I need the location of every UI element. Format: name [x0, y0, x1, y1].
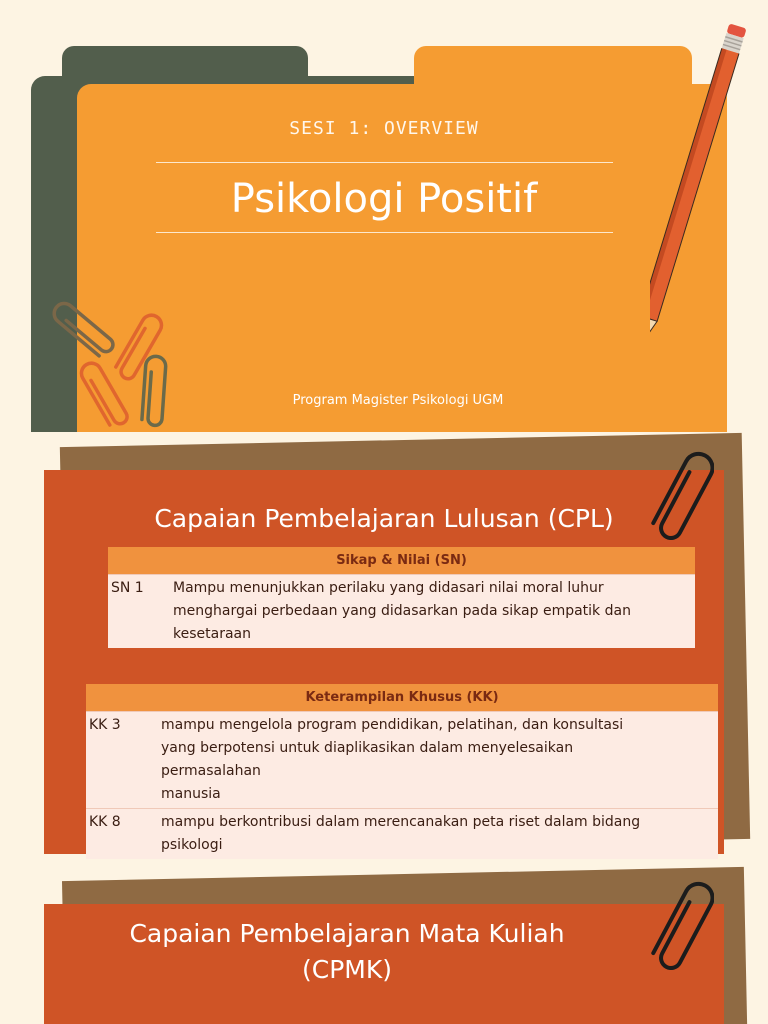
description-line: menghargai perbedaan yang didasarkan pada sikap empatik dan [173, 603, 631, 619]
session-label: SESI 1: OVERVIEW [289, 118, 479, 139]
slide-title: Psikologi Positif [230, 176, 538, 222]
row-code: KK 3 [86, 712, 158, 809]
description-line: kesetaraan [173, 626, 251, 642]
description-line: permasalahan [161, 763, 261, 779]
description-line: psikologi [161, 837, 223, 853]
paperclip-icon [640, 442, 714, 540]
description-line: Mampu menunjukkan perilaku yang didasari nilai moral luhur [173, 580, 604, 596]
cpmk-title-line: Capaian Pembelajaran Mata Kuliah [129, 919, 565, 948]
table-row [86, 809, 718, 860]
sn-table-header: Sikap & Nilai (SN) [108, 547, 695, 575]
paperclip-icon [28, 298, 178, 432]
paperclip-icon [640, 872, 714, 970]
cpmk-title [62, 916, 632, 988]
table-row [108, 575, 695, 649]
divider-bottom [156, 232, 613, 233]
program-name: Program Magister Psikologi UGM [292, 393, 504, 408]
description-line: manusia [161, 786, 221, 802]
row-description [158, 712, 718, 809]
row-code: KK 8 [86, 809, 158, 860]
cpmk-title-line: (CPMK) [301, 955, 392, 984]
table-row [86, 712, 718, 809]
divider-top [156, 162, 613, 163]
description-line: mampu berkontribusi dalam merencanakan peta riset dalam bidang [161, 814, 641, 830]
description-line: yang berpotensi untuk diaplikasikan dalam menyelesaikan [161, 740, 574, 756]
row-code: SN 1 [108, 575, 170, 649]
description-line: mampu mengelola program pendidikan, pelatihan, dan konsultasi [161, 717, 624, 733]
slide-cpmk [0, 864, 768, 1024]
slide-overview [0, 0, 768, 432]
kk-table-header: Keterampilan Khusus (KK) [86, 684, 718, 712]
kk-table [86, 684, 718, 859]
pencil-icon [650, 20, 760, 360]
cpl-title: Capaian Pembelajaran Lulusan (CPL) [154, 504, 614, 533]
row-description [170, 575, 695, 649]
sn-table [108, 547, 695, 648]
slide-cpl [0, 432, 768, 864]
row-description [158, 809, 718, 860]
